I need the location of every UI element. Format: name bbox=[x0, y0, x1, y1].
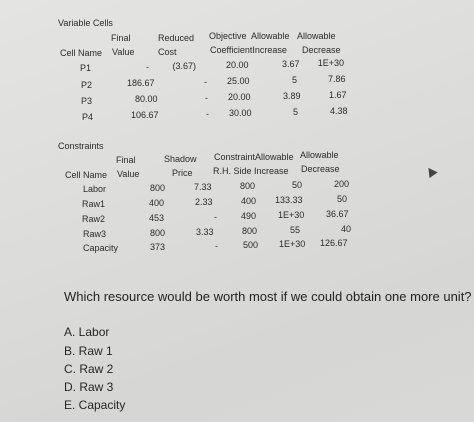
vc-cell-final-value: 80.00 bbox=[135, 94, 158, 104]
vc-cell-objective-coef: 25.00 bbox=[227, 76, 250, 86]
vc-header-allowable-dec: Allowable bbox=[297, 31, 336, 41]
vc-cell-final-value: 186.67 bbox=[127, 78, 155, 88]
c-header-constraint-allowable: ConstraintAllowable bbox=[214, 152, 294, 162]
vc-cell-allowable-inc: 3.89 bbox=[283, 91, 301, 101]
vc-header-reduced: Reduced bbox=[158, 33, 195, 43]
c-cell-allowable-inc: 133.33 bbox=[275, 195, 303, 205]
c-cell-rhs: 800 bbox=[242, 226, 258, 236]
c-cell-final-value: 373 bbox=[150, 242, 166, 252]
option-a[interactable]: A. Labor bbox=[64, 325, 110, 339]
vc-cell-allowable-dec: 1E+30 bbox=[317, 58, 344, 68]
c-cell-shadow-price: 7.33 bbox=[194, 182, 212, 192]
c-header-decrease: Decrease bbox=[301, 164, 340, 174]
c-cell-shadow-price: - bbox=[215, 241, 218, 251]
c-header-cell-name: Cell Name bbox=[65, 170, 108, 180]
vc-cell-allowable-dec: 7.86 bbox=[328, 74, 346, 84]
c-cell-allowable-dec: 50 bbox=[337, 194, 348, 204]
vc-cell-reduced-cost: - bbox=[206, 109, 209, 119]
vc-cell-allowable-dec: 4.38 bbox=[330, 106, 348, 116]
c-cell-rhs: 400 bbox=[241, 196, 257, 206]
option-e[interactable]: E. Capacity bbox=[64, 398, 126, 412]
option-b[interactable]: B. Raw 1 bbox=[64, 344, 113, 358]
option-d[interactable]: D. Raw 3 bbox=[64, 380, 114, 394]
c-cell-shadow-price: 3.33 bbox=[196, 227, 214, 237]
c-cell-final-value: 400 bbox=[149, 198, 165, 208]
c-cell-allowable-dec: 126.67 bbox=[320, 238, 348, 248]
c-cell-name: Labor bbox=[83, 184, 107, 194]
c-cell-name: Raw3 bbox=[83, 229, 107, 239]
vc-cell-name: P4 bbox=[82, 112, 94, 122]
mouse-cursor-icon bbox=[424, 165, 437, 178]
c-cell-rhs: 490 bbox=[241, 211, 257, 221]
constraints-title: Constraints bbox=[58, 141, 104, 151]
c-cell-allowable-inc: 1E+30 bbox=[278, 210, 305, 220]
c-header-price: Price bbox=[172, 168, 193, 178]
c-cell-name: Raw1 bbox=[82, 199, 106, 209]
vc-cell-allowable-inc: 5 bbox=[292, 75, 298, 85]
c-cell-name: Raw2 bbox=[82, 214, 106, 224]
vc-header-decrease: Decrease bbox=[302, 45, 341, 55]
vc-cell-name: P2 bbox=[81, 80, 93, 90]
c-header-rh-side-increase: R.H. Side Increase bbox=[213, 166, 289, 176]
c-cell-name: Capacity bbox=[83, 243, 119, 253]
c-cell-allowable-inc: 1E+30 bbox=[279, 239, 306, 249]
c-cell-final-value: 453 bbox=[149, 213, 165, 223]
c-cell-shadow-price: 2.33 bbox=[195, 197, 213, 207]
c-cell-final-value: 800 bbox=[150, 228, 166, 238]
c-cell-shadow-price: - bbox=[214, 212, 217, 222]
vc-cell-reduced-cost: - bbox=[204, 77, 207, 87]
c-cell-final-value: 800 bbox=[150, 183, 166, 193]
question-text: Which resource would be worth most if we could obtain one more unit? bbox=[64, 289, 472, 304]
vc-cell-objective-coef: 20.00 bbox=[226, 60, 249, 70]
vc-header-final: Final bbox=[111, 33, 131, 43]
c-header-allowable: Allowable bbox=[300, 150, 339, 160]
vc-cell-final-value: 106.67 bbox=[131, 110, 159, 120]
vc-cell-reduced-cost: (3.67) bbox=[172, 61, 196, 71]
vc-cell-reduced-cost: - bbox=[205, 93, 208, 103]
vc-cell-name: P3 bbox=[81, 96, 93, 106]
vc-cell-final-value-dash: - bbox=[146, 62, 149, 72]
vc-header-objective: Objective bbox=[209, 31, 247, 41]
c-cell-allowable-dec: 36.67 bbox=[326, 209, 349, 219]
vc-cell-allowable-dec: 1.67 bbox=[329, 90, 347, 100]
c-cell-rhs: 500 bbox=[243, 240, 259, 250]
option-c[interactable]: C. Raw 2 bbox=[64, 362, 114, 376]
vc-header-allowable-inc: Allowable bbox=[251, 31, 290, 41]
vc-header-cell-name: Cell Name bbox=[60, 48, 103, 58]
vc-header-cost: Cost bbox=[158, 47, 177, 57]
vc-header-value: Value bbox=[112, 47, 135, 57]
c-header-value: Value bbox=[117, 169, 140, 179]
vc-cell-name: P1 bbox=[80, 63, 92, 73]
vc-cell-allowable-inc: 3.67 bbox=[282, 59, 300, 69]
vc-cell-objective-coef: 30.00 bbox=[229, 108, 252, 118]
c-cell-allowable-dec: 40 bbox=[341, 224, 352, 234]
c-cell-rhs: 800 bbox=[240, 181, 256, 191]
c-cell-allowable-dec: 200 bbox=[334, 179, 350, 189]
c-header-shadow: Shadow bbox=[164, 154, 197, 164]
c-header-final: Final bbox=[116, 155, 136, 165]
vc-cell-allowable-inc: 5 bbox=[293, 107, 299, 117]
c-cell-allowable-inc: 50 bbox=[292, 180, 303, 190]
variable-cells-title: Variable Cells bbox=[58, 18, 113, 28]
vc-cell-objective-coef: 20.00 bbox=[228, 92, 251, 102]
vc-header-coefficient-increase: CoefficientIncrease bbox=[210, 45, 287, 55]
c-cell-allowable-inc: 55 bbox=[290, 225, 301, 235]
